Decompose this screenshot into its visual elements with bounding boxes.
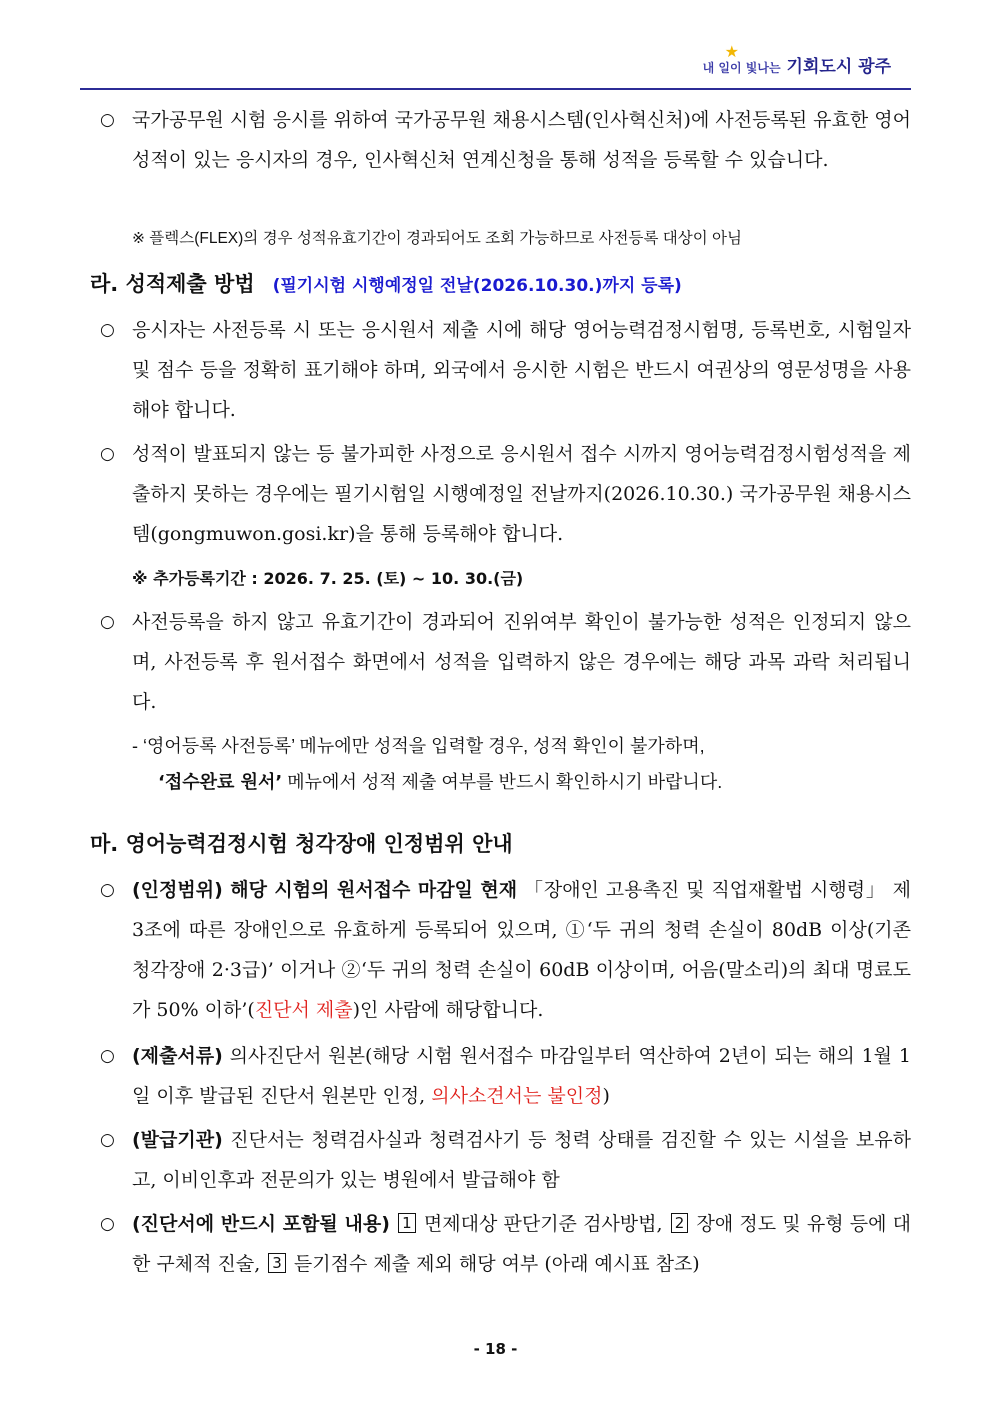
score-check-line-1: - ‘영어등록 사전등록’ 메뉴에만 성적을 입력할 경우, 성적 확인이 불가하며, [132, 736, 705, 756]
recognition-scope-end: )인 사람에 해당합니다. [352, 999, 544, 1021]
logo-city-name: 기회도시 광주 [786, 57, 891, 77]
header-divider [80, 88, 911, 90]
list-item-text: 사전등록을 하지 않고 유효기간이 경과되어 진위여부 확인이 불가능한 성적은 인정되지 않으며, 사전등록 후 원서접수 화면에서 성적을 입력하지 않은 경우에는 해당 과목 과락 처리됩니다. [132, 611, 911, 713]
section-ra-title: 라. 성적제출 방법 [90, 272, 255, 296]
bullet-circle-icon: ○ [100, 444, 115, 464]
section-ra-bullet-1 [100, 310, 911, 430]
extra-registration-period: ※ 추가등록기간 : 2026. 7. 25. (토) ~ 10. 30.(금) [132, 569, 524, 588]
intro-block [100, 100, 911, 180]
diagnosis-submit-emphasis: 진단서 제출 [254, 999, 353, 1021]
recognition-scope-label: (인정범위) [132, 879, 223, 901]
section-ma-bullet-4 [100, 1204, 911, 1284]
section-ma-bullet-1 [100, 870, 911, 1030]
documents-label: (제출서류) [132, 1045, 223, 1067]
boxed-number-3: 3 [268, 1253, 286, 1273]
issuing-institution-label: (발급기관) [132, 1129, 223, 1151]
list-item-text: 응시자는 사전등록 시 또는 응시원서 제출 시에 해당 영어능력검정시험명, 등록번호, 시험일자 및 점수 등을 정확히 표기해야 하며, 외국에서 응시한 시험은 반드시 여권상의 영문성명을 사용해야 합니다. [132, 319, 911, 421]
boxed-number-2: 2 [671, 1213, 689, 1233]
boxed-number-1: 1 [398, 1213, 416, 1233]
section-ra-heading [90, 268, 682, 298]
score-check-line-2 [132, 764, 911, 801]
intro-paragraph [100, 100, 911, 180]
bullet-circle-icon: ○ [100, 1214, 115, 1234]
section-ma-title: 마. 영어능력검정시험 청각장애 인정범위 안내 [90, 832, 513, 856]
bullet-circle-icon: ○ [100, 1130, 115, 1150]
issuing-institution-text: 진단서는 청력검사실과 청력검사기 등 청력 상태를 검진할 수 있는 시설을 보유하고, 이비인후과 전문의가 있는 병원에서 발급해야 함 [132, 1129, 911, 1191]
bullet-circle-icon: ○ [100, 880, 115, 900]
required-content-3: 듣기점수 제출 제외 해당 여부 (아래 예시표 참조) [287, 1253, 700, 1275]
city-logo [702, 44, 891, 77]
star-icon: ★ [724, 44, 739, 61]
completed-application-label: ‘접수완료 원서’ [158, 772, 283, 793]
required-content-1: 면제대상 판단기준 검사방법, [417, 1213, 669, 1235]
score-check-line-2-text: 메뉴에서 성적 제출 여부를 반드시 확인하시기 바랍니다. [282, 772, 723, 792]
section-ma-bullet-3 [100, 1120, 911, 1200]
recognition-scope-text: 「장애인 고용촉진 및 직업재활법 시행령」 제3조에 따른 장애인으로 유효하게 등록되어 있으며, ①‘두 귀의 청력 손실이 80dB 이상(기존 청각장애 2·3급)’ 이거나 ②‘두 귀의 청력 손실이 60dB 이상이며, 어음(말소리)의 최대 명료도가 50% 이하’( [132, 879, 912, 1021]
section-ma-bullet-2 [100, 1036, 911, 1116]
section-ra-subtitle: (필기시험 시행예정일 전날(2026.10.30.)까지 등록) [272, 276, 682, 296]
score-check-note [132, 728, 911, 801]
bullet-circle-icon: ○ [100, 612, 115, 632]
section-ra-bullet-3 [100, 602, 911, 722]
documents-text: 의사진단서 원본(해당 시험 원서접수 마감일부터 역산하여 2년이 되는 해의 1월 1일 이후 발급된 진단서 원본만 인정, [132, 1045, 911, 1107]
list-item-text: 성적이 발표되지 않는 등 불가피한 사정으로 응시원서 접수 시까지 영어능력검정시험성적을 제출하지 못하는 경우에는 필기시험일 시행예정일 전날까지(2026.10.30.) 국가공무원 채용시스템(gongmuwon.gosi.kr)을 통해 등록해야 합니다. [132, 443, 911, 545]
logo-slogan: 내 일이 빛나는 [702, 61, 781, 75]
page-number: - 18 - [473, 1340, 518, 1358]
intro-text: 국가공무원 시험 응시를 위하여 국가공무원 채용시스템(인사혁신처)에 사전등록된 유효한 영어성적이 있는 응시자의 경우, 인사혁신처 연계신청을 통해 성적을 등록할 수 있습니다. [132, 109, 911, 171]
bullet-circle-icon: ○ [100, 1046, 115, 1066]
required-content-label: (진단서에 반드시 포함될 내용) [132, 1213, 390, 1235]
section-ra-bullet-2 [100, 434, 911, 554]
bullet-circle-icon: ○ [100, 110, 115, 130]
section-ma-heading [90, 828, 513, 858]
deadline-emphasis: 해당 시험의 원서접수 마감일 현재 [222, 879, 518, 901]
documents-end: ) [602, 1085, 610, 1107]
flex-note: ※ 플렉스(FLEX)의 경우 성적유효기간이 경과되어도 조회 가능하므로 사전등록 대상이 아님 [132, 230, 742, 247]
required-content-2: 장애 정도 및 유형 등에 대한 구체적 진술, [132, 1213, 911, 1275]
bullet-circle-icon: ○ [100, 320, 115, 340]
opinion-not-accepted: 의사소견서는 불인정 [431, 1085, 603, 1107]
